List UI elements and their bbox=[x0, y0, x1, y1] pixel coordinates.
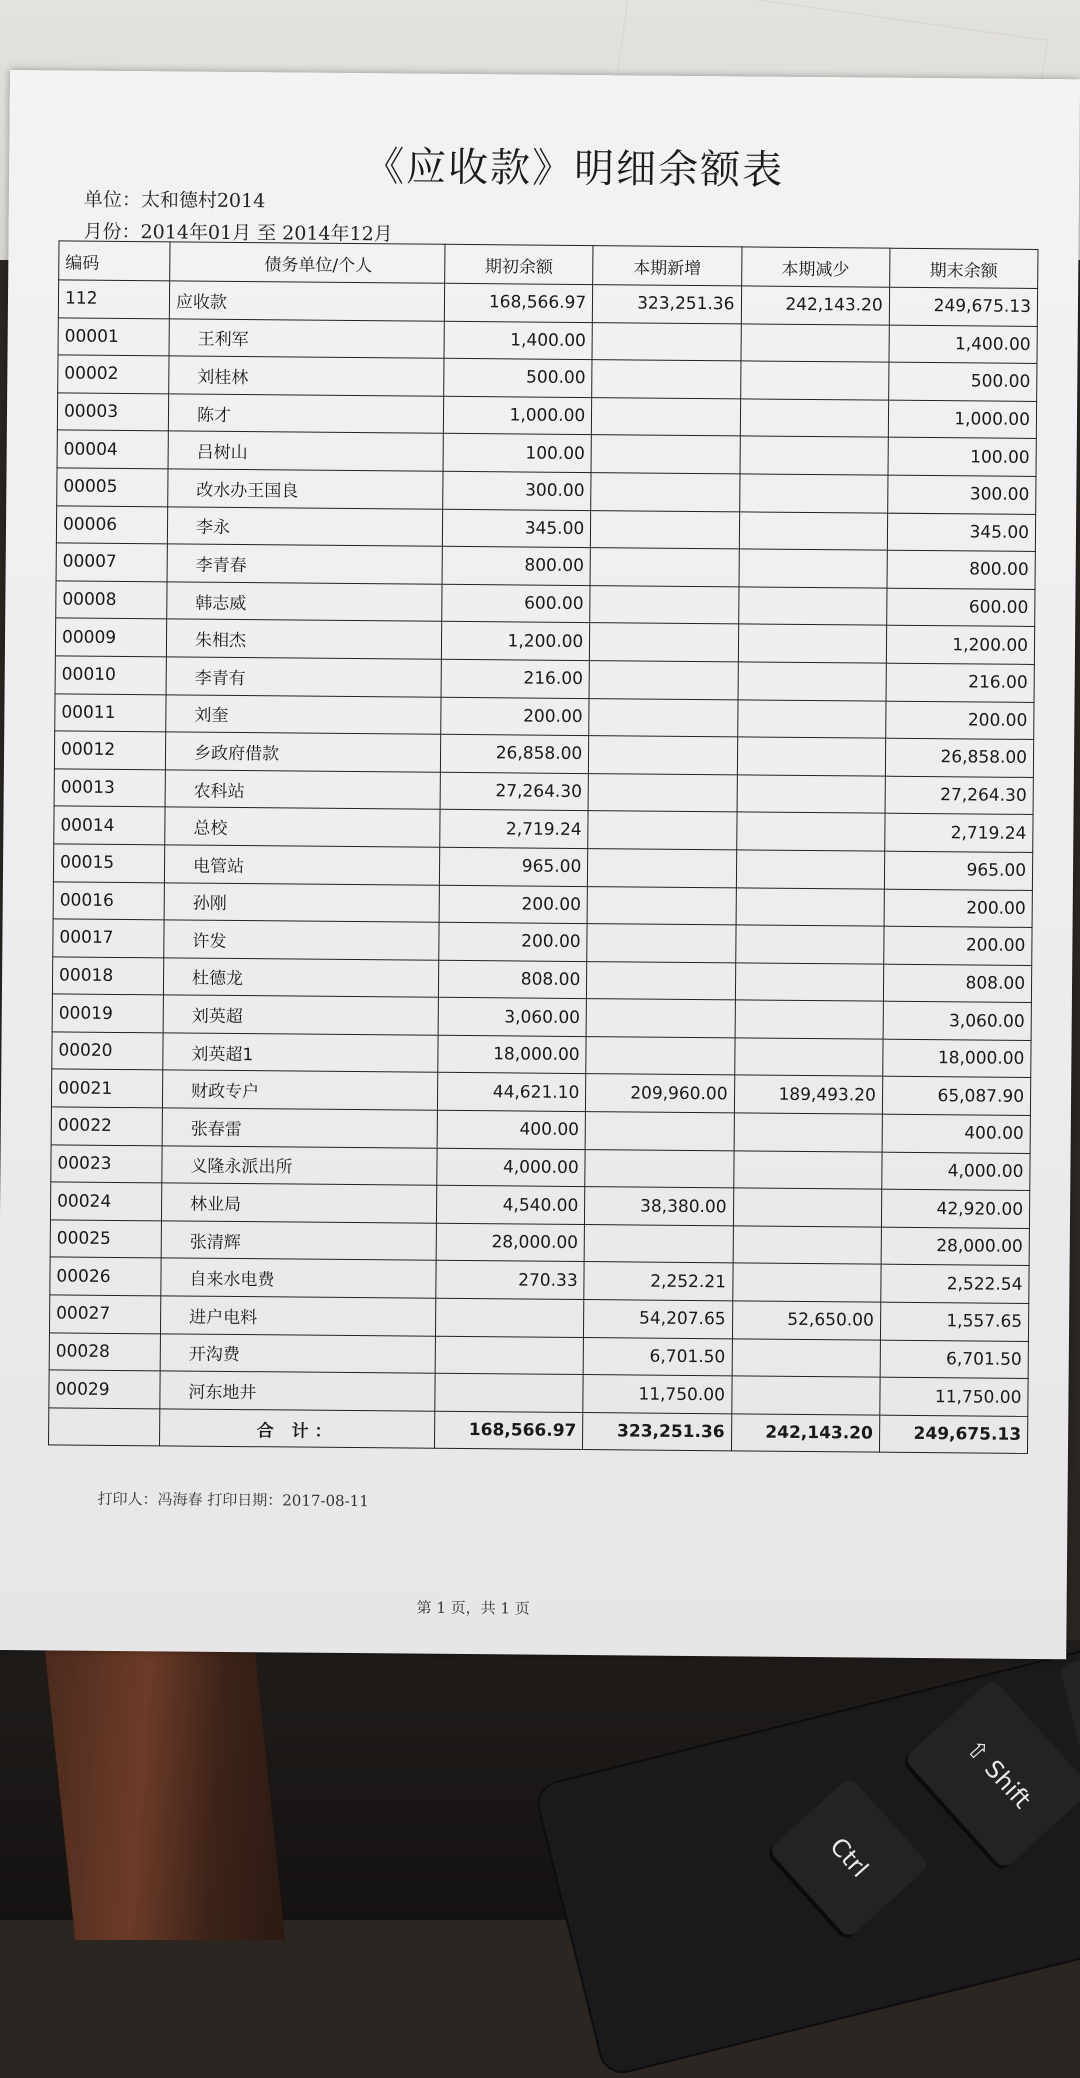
row-debtor: 张清辉 bbox=[161, 1221, 436, 1261]
row-opening: 4,000.00 bbox=[437, 1148, 586, 1187]
row-debtor: 林业局 bbox=[161, 1183, 436, 1223]
unit-line: 单位：太和德村2014 bbox=[83, 188, 266, 213]
row-opening: 18,000.00 bbox=[438, 1035, 587, 1074]
row-increase bbox=[586, 1036, 735, 1075]
header-opening-balance: 期初余额 bbox=[445, 244, 594, 284]
row-increase bbox=[589, 736, 738, 775]
row-decrease bbox=[735, 925, 884, 964]
row-closing: 1,400.00 bbox=[889, 325, 1038, 364]
row-closing: 345.00 bbox=[887, 513, 1036, 552]
row-code: 00010 bbox=[55, 656, 166, 695]
row-opening bbox=[435, 1373, 584, 1412]
row-opening bbox=[435, 1336, 584, 1375]
row-closing: 65,087.90 bbox=[882, 1077, 1031, 1116]
row-closing: 808.00 bbox=[883, 964, 1032, 1003]
row-increase: 38,380.00 bbox=[585, 1187, 734, 1226]
row-code: 00020 bbox=[52, 1032, 163, 1071]
row-code: 00009 bbox=[55, 618, 166, 657]
row-closing: 500.00 bbox=[888, 362, 1037, 401]
row-opening: 800.00 bbox=[442, 546, 591, 585]
page-number: 第 1 页，共 1 页 bbox=[416, 1598, 530, 1618]
row-closing: 1,557.65 bbox=[880, 1302, 1029, 1341]
row-decrease bbox=[740, 399, 889, 438]
row-increase: 11,750.00 bbox=[583, 1375, 732, 1414]
row-debtor: 开沟费 bbox=[160, 1333, 435, 1373]
row-decrease bbox=[737, 775, 886, 814]
row-code: 00023 bbox=[51, 1145, 162, 1184]
row-increase bbox=[590, 548, 739, 587]
row-opening: 345.00 bbox=[442, 509, 591, 548]
row-closing: 6,701.50 bbox=[880, 1340, 1029, 1379]
row-code: 00011 bbox=[55, 693, 166, 732]
row-closing: 100.00 bbox=[888, 438, 1037, 477]
row-debtor: 刘英超1 bbox=[163, 1033, 438, 1073]
row-decrease: 189,493.20 bbox=[734, 1075, 883, 1114]
row-increase bbox=[591, 435, 740, 474]
wooden-chair-arm bbox=[45, 1650, 285, 1940]
row-code: 00004 bbox=[57, 430, 168, 469]
row-decrease bbox=[740, 323, 889, 362]
row-increase bbox=[590, 623, 739, 662]
row-increase bbox=[585, 1112, 734, 1151]
row-opening: 200.00 bbox=[439, 885, 588, 924]
row-debtor: 财政专户 bbox=[162, 1070, 437, 1110]
row-closing: 28,000.00 bbox=[881, 1227, 1030, 1266]
row-code: 00012 bbox=[54, 731, 165, 770]
total-opening: 168,566.97 bbox=[434, 1411, 583, 1450]
balance-table bbox=[48, 240, 1038, 1454]
row-debtor: 张春雷 bbox=[162, 1108, 437, 1148]
row-code: 00024 bbox=[50, 1182, 161, 1221]
row-code: 00005 bbox=[57, 468, 168, 507]
row-closing: 400.00 bbox=[882, 1114, 1031, 1153]
row-debtor: 改水办王国良 bbox=[168, 469, 443, 509]
row-debtor: 孙刚 bbox=[164, 882, 439, 922]
row-debtor: 刘英超 bbox=[163, 995, 438, 1035]
header-period-increase: 本期新增 bbox=[593, 246, 742, 286]
row-opening: 168,566.97 bbox=[444, 283, 593, 322]
total-increase: 323,251.36 bbox=[583, 1412, 732, 1451]
row-opening: 200.00 bbox=[441, 697, 590, 736]
row-code: 112 bbox=[58, 280, 169, 319]
row-closing: 27,264.30 bbox=[885, 776, 1034, 815]
row-closing: 26,858.00 bbox=[885, 738, 1034, 777]
row-increase: 2,252.21 bbox=[584, 1262, 733, 1301]
row-code: 00028 bbox=[49, 1333, 160, 1372]
row-decrease bbox=[736, 812, 885, 851]
row-increase bbox=[592, 397, 741, 436]
row-code: 00007 bbox=[56, 543, 167, 582]
row-decrease bbox=[738, 624, 887, 663]
row-opening: 26,858.00 bbox=[440, 734, 589, 773]
row-code: 00018 bbox=[52, 957, 163, 996]
row-opening: 808.00 bbox=[438, 960, 587, 999]
row-decrease bbox=[737, 699, 886, 738]
row-increase bbox=[588, 773, 737, 812]
row-decrease bbox=[740, 436, 889, 475]
row-increase bbox=[588, 811, 737, 850]
document-title: 《应收款》明细余额表 bbox=[363, 144, 785, 194]
row-debtor: 应收款 bbox=[169, 281, 444, 321]
row-opening bbox=[435, 1298, 584, 1337]
row-code: 00014 bbox=[54, 806, 165, 845]
row-increase bbox=[591, 510, 740, 549]
row-increase bbox=[584, 1224, 733, 1263]
row-increase bbox=[589, 698, 738, 737]
row-code: 00022 bbox=[51, 1107, 162, 1146]
row-opening: 2,719.24 bbox=[440, 810, 589, 849]
row-code: 00021 bbox=[51, 1069, 162, 1108]
total-closing: 249,675.13 bbox=[879, 1415, 1028, 1454]
row-decrease bbox=[732, 1338, 881, 1377]
row-closing: 216.00 bbox=[886, 663, 1035, 702]
row-decrease bbox=[731, 1376, 880, 1415]
row-closing: 300.00 bbox=[887, 475, 1036, 514]
row-closing: 11,750.00 bbox=[880, 1377, 1029, 1416]
row-code: 00006 bbox=[56, 505, 167, 544]
row-increase bbox=[590, 585, 739, 624]
row-debtor: 陈才 bbox=[168, 394, 443, 434]
row-increase bbox=[585, 1149, 734, 1188]
row-decrease bbox=[737, 737, 886, 776]
row-decrease bbox=[734, 1113, 883, 1152]
row-opening: 200.00 bbox=[439, 922, 588, 961]
row-increase bbox=[587, 924, 736, 963]
row-increase bbox=[592, 322, 741, 361]
row-code: 00019 bbox=[52, 994, 163, 1033]
total-label: 合 计： bbox=[159, 1409, 434, 1449]
row-opening: 600.00 bbox=[442, 584, 591, 623]
row-decrease bbox=[736, 887, 885, 926]
header-debtor: 债务单位/个人 bbox=[170, 242, 445, 283]
row-debtor: 进户电料 bbox=[160, 1296, 435, 1336]
row-closing: 4,000.00 bbox=[882, 1152, 1031, 1191]
row-debtor: 朱相杰 bbox=[166, 619, 441, 659]
row-debtor: 总校 bbox=[165, 807, 440, 847]
row-closing: 42,920.00 bbox=[881, 1189, 1030, 1228]
period-line: 月份：2014年01月 至 2014年12月 bbox=[83, 220, 393, 246]
row-opening: 300.00 bbox=[443, 471, 592, 510]
row-decrease bbox=[735, 963, 884, 1002]
row-debtor: 河东地井 bbox=[160, 1371, 435, 1411]
row-increase bbox=[587, 886, 736, 925]
row-code: 00025 bbox=[50, 1220, 161, 1259]
row-increase: 209,960.00 bbox=[586, 1074, 735, 1113]
row-decrease bbox=[736, 850, 885, 889]
row-code: 00003 bbox=[57, 393, 168, 432]
row-increase bbox=[591, 473, 740, 512]
row-increase: 54,207.65 bbox=[584, 1300, 733, 1339]
row-opening: 100.00 bbox=[443, 434, 592, 473]
row-debtor: 电管站 bbox=[164, 845, 439, 885]
row-decrease bbox=[733, 1226, 882, 1265]
row-increase bbox=[588, 848, 737, 887]
row-decrease bbox=[733, 1188, 882, 1227]
row-decrease bbox=[733, 1151, 882, 1190]
row-opening: 27,264.30 bbox=[440, 772, 589, 811]
row-increase bbox=[587, 961, 736, 1000]
total-code bbox=[48, 1408, 159, 1447]
row-opening: 965.00 bbox=[439, 847, 588, 886]
row-closing: 800.00 bbox=[887, 550, 1036, 589]
row-debtor: 义隆永派出所 bbox=[162, 1146, 437, 1186]
row-code: 00001 bbox=[58, 318, 169, 357]
row-closing: 600.00 bbox=[886, 588, 1035, 627]
row-opening: 500.00 bbox=[444, 358, 593, 397]
row-closing: 200.00 bbox=[883, 926, 1032, 965]
row-debtor: 吕树山 bbox=[168, 431, 443, 471]
row-opening: 400.00 bbox=[437, 1110, 586, 1149]
row-opening: 3,060.00 bbox=[438, 998, 587, 1037]
row-decrease: 52,650.00 bbox=[732, 1301, 881, 1340]
row-debtor: 自来水电费 bbox=[161, 1258, 436, 1298]
row-decrease bbox=[739, 549, 888, 588]
row-debtor: 李青春 bbox=[167, 544, 442, 584]
row-debtor: 乡政府借款 bbox=[165, 732, 440, 772]
row-code: 00026 bbox=[50, 1257, 161, 1296]
row-opening: 216.00 bbox=[441, 659, 590, 698]
row-opening: 270.33 bbox=[436, 1261, 585, 1300]
row-increase bbox=[586, 999, 735, 1038]
row-debtor: 王利军 bbox=[169, 318, 444, 358]
row-debtor: 韩志威 bbox=[167, 582, 442, 622]
row-decrease bbox=[738, 587, 887, 626]
row-decrease bbox=[735, 1000, 884, 1039]
row-closing: 200.00 bbox=[885, 701, 1034, 740]
row-code: 00002 bbox=[58, 355, 169, 394]
row-closing: 2,522.54 bbox=[881, 1265, 1030, 1304]
row-debtor: 杜德龙 bbox=[163, 958, 438, 998]
row-opening: 1,400.00 bbox=[444, 321, 593, 360]
row-opening: 1,200.00 bbox=[441, 622, 590, 661]
row-increase bbox=[589, 661, 738, 700]
row-closing: 3,060.00 bbox=[883, 1001, 1032, 1040]
row-code: 00027 bbox=[49, 1295, 160, 1334]
row-opening: 44,621.10 bbox=[437, 1073, 586, 1112]
row-decrease bbox=[738, 662, 887, 701]
row-debtor: 农科站 bbox=[165, 770, 440, 810]
header-period-decrease: 本期减少 bbox=[741, 247, 890, 287]
row-opening: 28,000.00 bbox=[436, 1223, 585, 1262]
row-increase: 323,251.36 bbox=[593, 285, 742, 324]
row-closing: 200.00 bbox=[884, 889, 1033, 928]
row-closing: 1,000.00 bbox=[888, 400, 1037, 439]
row-code: 00008 bbox=[56, 581, 167, 620]
row-code: 00016 bbox=[53, 881, 164, 920]
header-closing-balance: 期末余额 bbox=[889, 248, 1038, 288]
row-debtor: 李青有 bbox=[166, 657, 441, 697]
row-increase bbox=[592, 360, 741, 399]
shift-key: ⇧ Shift bbox=[904, 1678, 1080, 1870]
row-closing: 2,719.24 bbox=[884, 813, 1033, 852]
row-opening: 4,540.00 bbox=[436, 1186, 585, 1225]
row-closing: 18,000.00 bbox=[882, 1039, 1031, 1078]
total-row bbox=[48, 1408, 1027, 1454]
row-decrease bbox=[739, 474, 888, 513]
printer-line: 打印人：冯海春 打印日期：2017-08-11 bbox=[97, 1489, 369, 1511]
header-code: 编码 bbox=[59, 241, 170, 281]
row-closing: 249,675.13 bbox=[889, 287, 1038, 326]
row-debtor: 刘桂林 bbox=[169, 356, 444, 396]
row-opening: 1,000.00 bbox=[443, 396, 592, 435]
row-debtor: 许发 bbox=[164, 920, 439, 960]
row-closing: 1,200.00 bbox=[886, 626, 1035, 665]
row-decrease bbox=[740, 361, 889, 400]
row-decrease bbox=[732, 1263, 881, 1302]
ctrl-key: Ctrl bbox=[768, 1776, 930, 1939]
row-code: 00013 bbox=[54, 769, 165, 808]
row-code: 00017 bbox=[53, 919, 164, 958]
total-decrease: 242,143.20 bbox=[731, 1414, 880, 1453]
row-increase: 6,701.50 bbox=[583, 1337, 732, 1376]
row-code: 00015 bbox=[53, 844, 164, 883]
row-closing: 965.00 bbox=[884, 851, 1033, 890]
row-debtor: 刘奎 bbox=[166, 694, 441, 734]
row-debtor: 李永 bbox=[167, 506, 442, 546]
row-decrease bbox=[734, 1038, 883, 1077]
row-decrease bbox=[739, 511, 888, 550]
ledger-sheet bbox=[0, 70, 1080, 1659]
row-decrease: 242,143.20 bbox=[741, 286, 890, 325]
row-code: 00029 bbox=[49, 1370, 160, 1409]
